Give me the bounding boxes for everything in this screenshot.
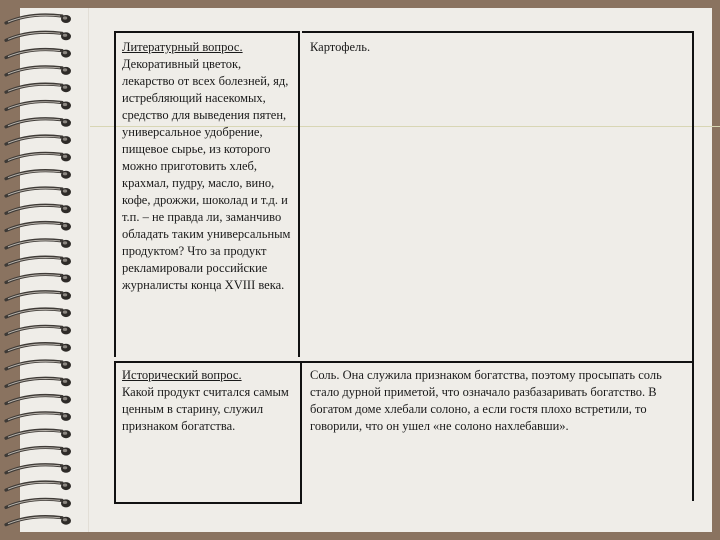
question-cell-literary (114, 31, 300, 357)
answer-cell-historical (302, 361, 694, 501)
spiral-ring (6, 309, 71, 317)
spiral-ring (6, 465, 71, 473)
spiral-ring (6, 361, 71, 369)
answer-text: Картофель. (310, 40, 371, 54)
spiral-ring (6, 15, 71, 23)
spiral-ring (6, 223, 71, 231)
page-margin-line (88, 8, 89, 532)
spiral-ring (6, 396, 71, 404)
spiral-ring (6, 517, 71, 525)
spiral-ring (6, 326, 71, 334)
spiral-ring (6, 430, 71, 438)
spiral-ring (6, 32, 71, 40)
spiral-ring (6, 482, 71, 490)
spiral-ring (6, 67, 71, 75)
spiral-ring (6, 84, 71, 92)
answer-cell-literary (302, 31, 694, 361)
question-text: Какой продукт считался самым ценным в старину, служил признаком богатства. (122, 385, 289, 433)
spiral-ring (6, 101, 71, 109)
spiral-ring (6, 50, 71, 58)
quiz-table (114, 31, 694, 504)
spiral-ring (6, 447, 71, 455)
question-title: Литературный вопрос. (122, 40, 243, 54)
spiral-ring (6, 257, 71, 265)
spiral-ring (6, 136, 71, 144)
question-cell-historical (114, 361, 302, 504)
spiral-ring (6, 171, 71, 179)
question-title: Исторический вопрос. (122, 368, 242, 382)
spiral-ring (6, 499, 71, 507)
spiral-ring (6, 240, 71, 248)
question-text: Декоративный цветок, лекарство от всех болезней, яд, истребляющий насекомых, средство для выведения пятен, универсальное удобрение, пищевое сырье, из которого можно приготовить хлеб, крахмал, пудру, масло, вино, кофе, дрожжи, шоколад и т.д. и т.п. – не правда ли, заманчиво обладать таким универсальным продуктом? Что за продукт рекламировали российские журналисты конца XVIII века. (122, 57, 291, 292)
spiral-ring (6, 188, 71, 196)
spiral-ring (6, 153, 71, 161)
spiral-ring (6, 344, 71, 352)
answer-text: Соль. Она служила признаком богатства, поэтому просыпать соль стало дурной приметой, что означало разбазаривать богатство. В богатом доме хлебали солоно, а если гостя плохо встретили, то говорили, что он ушел «не солоно нахлебавши». (310, 368, 662, 433)
spiral-binding (0, 0, 80, 540)
spiral-ring (6, 292, 71, 300)
spiral-ring (6, 378, 71, 386)
spiral-ring (6, 119, 71, 127)
spiral-ring (6, 205, 71, 213)
spiral-ring (6, 413, 71, 421)
spiral-ring (6, 274, 71, 282)
